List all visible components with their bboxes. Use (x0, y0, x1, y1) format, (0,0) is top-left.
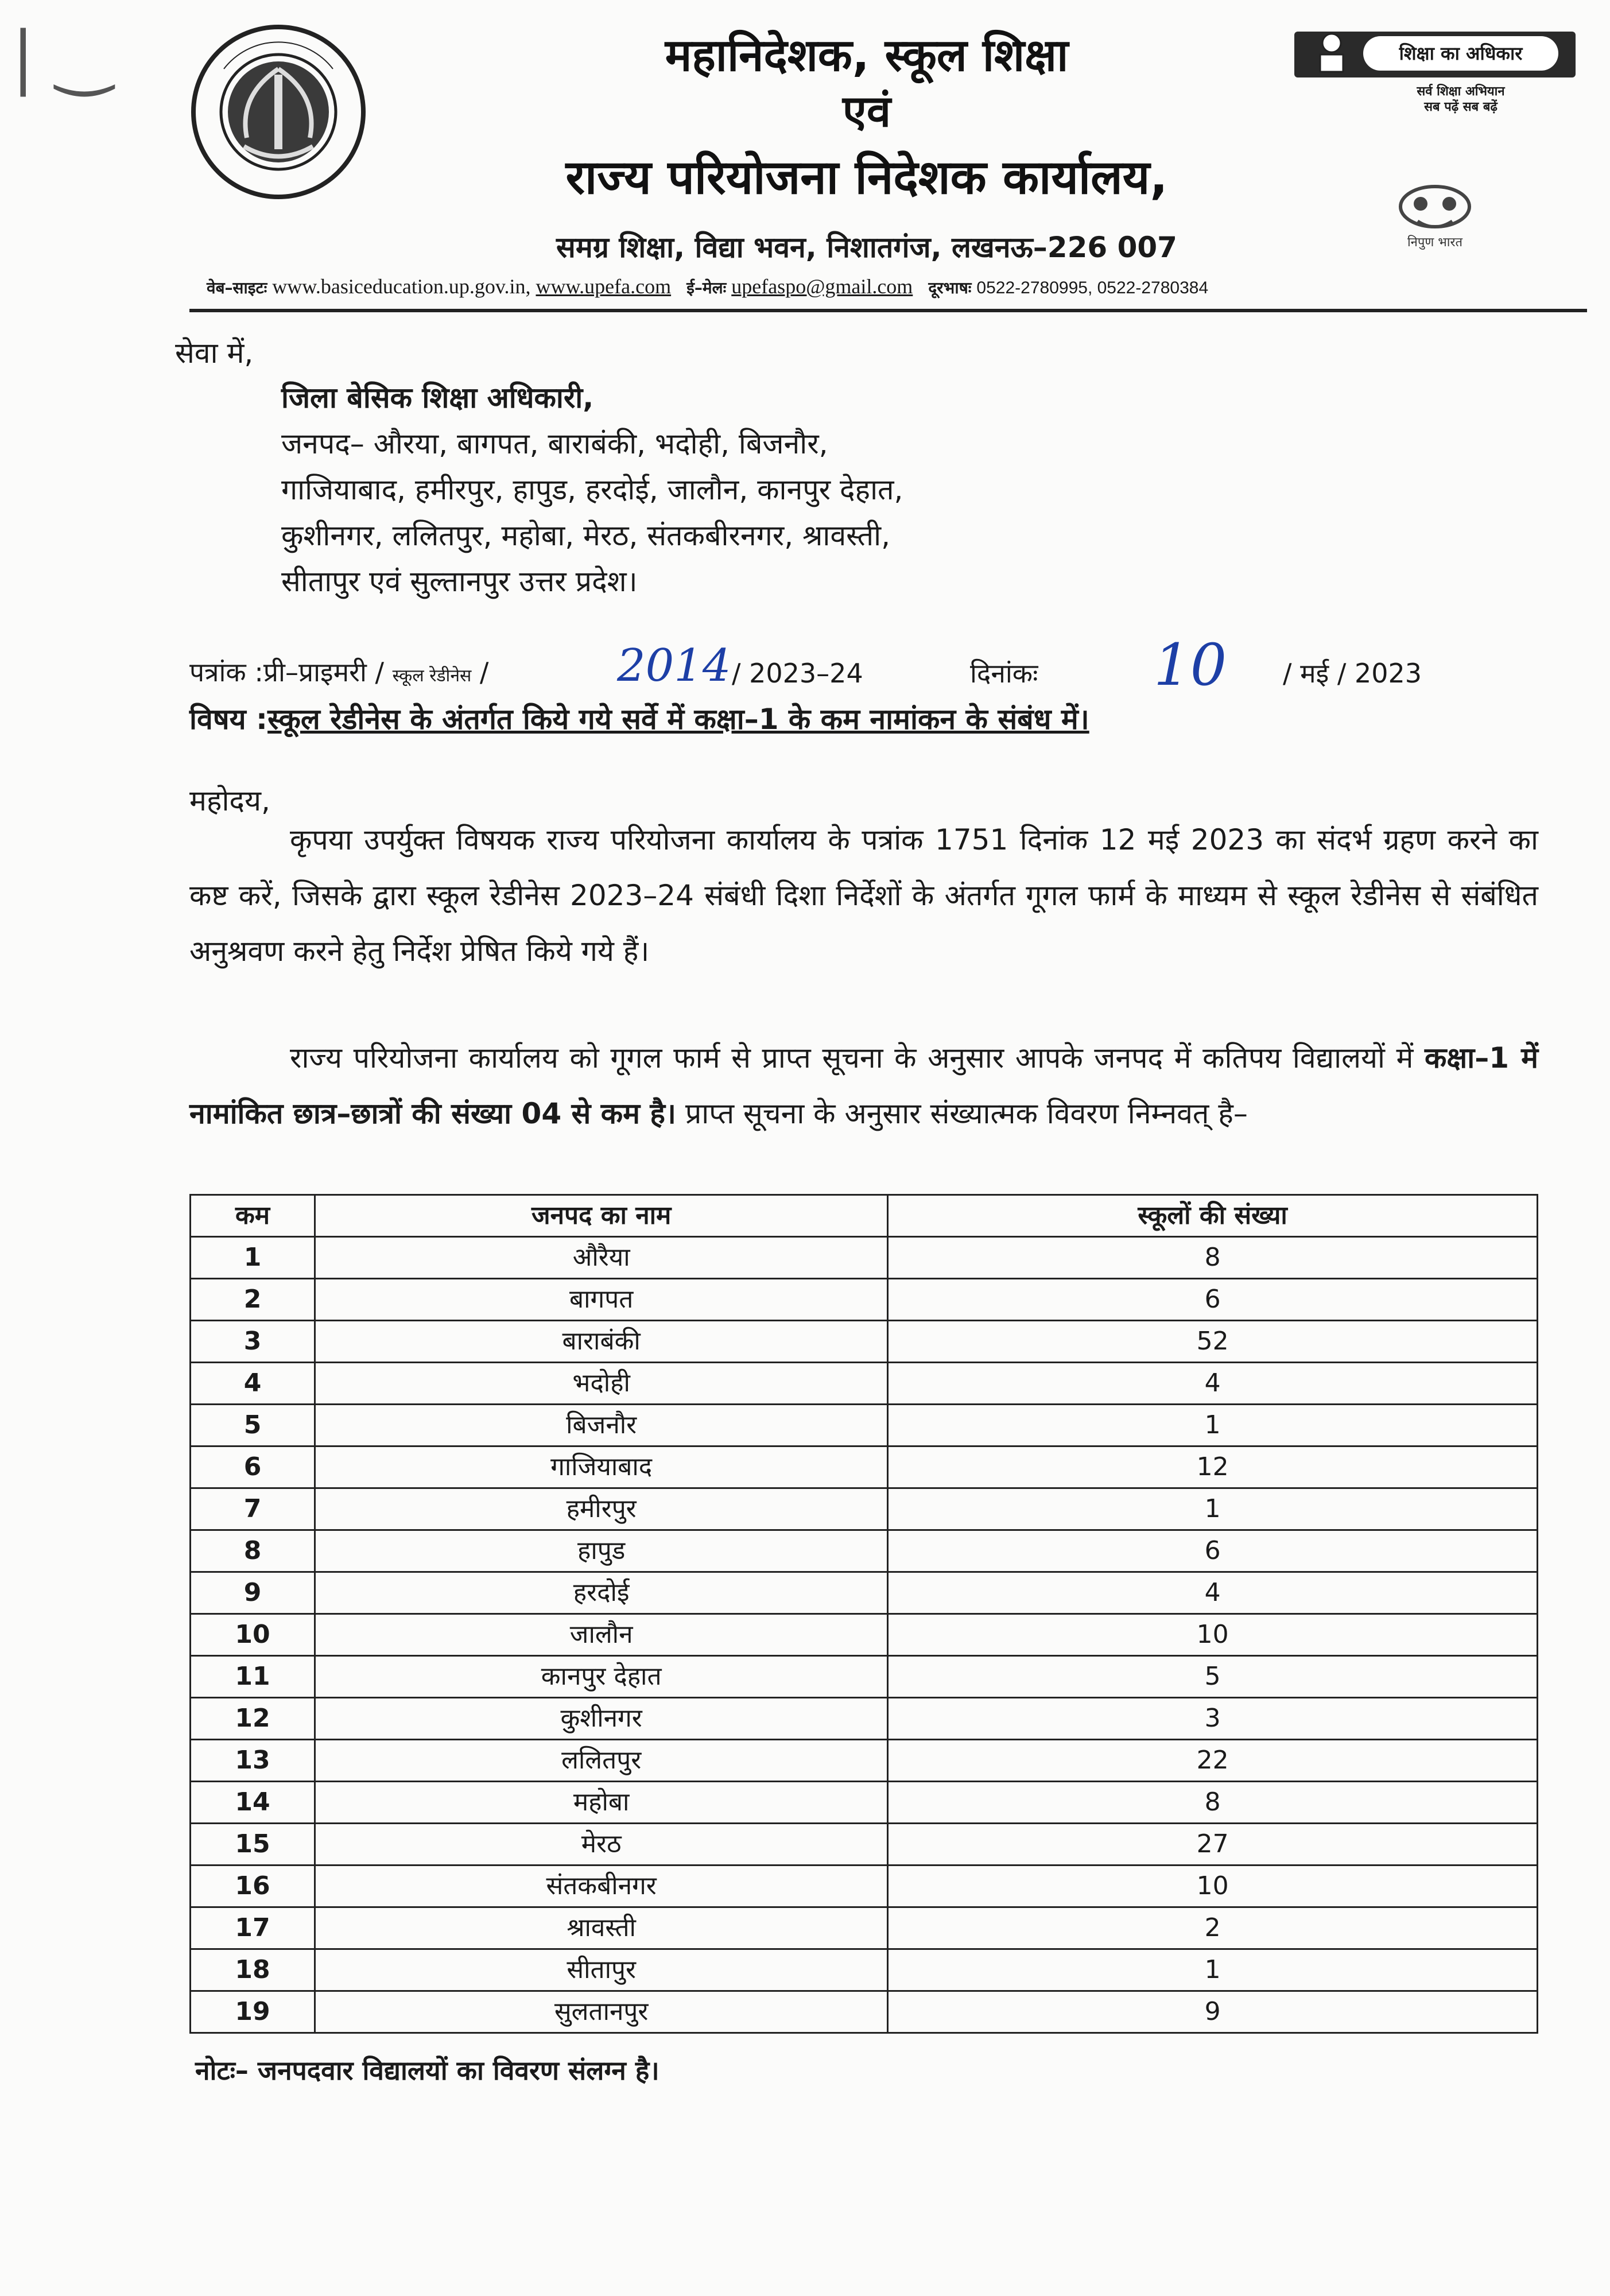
cell-school-count: 1 (888, 1488, 1538, 1530)
district-schools-table (189, 1194, 1538, 2034)
cell-district: बिजनौर (315, 1405, 888, 1446)
reference-prefix (189, 657, 489, 688)
cell-district: श्रावस्ती (315, 1907, 888, 1949)
cell-school-count: 4 (888, 1363, 1538, 1405)
cell-district: महोबा (315, 1782, 888, 1824)
cell-school-count: 5 (888, 1656, 1538, 1698)
table-header-row (191, 1195, 1538, 1237)
recipient-line-3: कुशीनगर, ललितपुर, महोबा, मेरठ, संतकबीरनगर, श्रावस्ती, (281, 519, 890, 552)
cell-district: बाराबंकी (315, 1321, 888, 1363)
nipun-bharat-logo (1372, 178, 1498, 253)
body-paragraph-2-bold: कक्षा–1 में नामांकित छात्र–छात्रों की संख्या 04 से कम है। (189, 1041, 1538, 1130)
cell-district: हमीरपुर (315, 1488, 888, 1530)
reference-small-text: स्कूल रेडीनेस (392, 666, 472, 686)
recipient-line-1: जनपद– औरया, बागपत, बाराबंकी, भदोही, बिजनौर, (281, 427, 828, 460)
cell-district: कानपुर देहात (315, 1656, 888, 1698)
cell-serial: 19 (191, 1991, 315, 2033)
table-row (191, 1949, 1538, 1991)
cell-serial: 6 (191, 1446, 315, 1488)
header-divider (189, 309, 1587, 312)
table-row (191, 1572, 1538, 1614)
cell-school-count: 10 (888, 1614, 1538, 1656)
cell-serial: 1 (191, 1237, 315, 1279)
phone-numbers: 0522-2780995, 0522-2780384 (976, 278, 1209, 297)
cell-school-count: 1 (888, 1405, 1538, 1446)
table-row (191, 1740, 1538, 1782)
table-row (191, 1907, 1538, 1949)
header-serial: कम (191, 1195, 315, 1237)
handwritten-day: 10 (1154, 631, 1227, 699)
cell-serial: 4 (191, 1363, 315, 1405)
body-paragraph-1: कृपया उपर्युक्त विषयक राज्य परियोजना कार्यालय के पत्रांक 1751 दिनांक 12 मई 2023 का संदर्भ ग्रहण करने का कष्ट करें, जिसके द्वारा स्कूल रेडीनेस 2023–24 संबंधी दिशा निर्देशों के अंतर्गत गूगल फार्म के माध्यम से स्कूल रेडीनेस से संबंधित अनुश्रवण करने हेतु निर्देश प्रेषित किये गये हैं। (189, 823, 1538, 968)
table-row (191, 1656, 1538, 1698)
cell-serial: 3 (191, 1321, 315, 1363)
cell-school-count: 6 (888, 1530, 1538, 1572)
website-label: वेब–साइटः (207, 278, 267, 297)
cell-district: बागपत (315, 1279, 888, 1321)
subject-text: स्कूल रेडीनेस के अंतर्गत किये गये सर्वे में कक्षा–1 के कम नामांकन के संबंध में। (267, 703, 1089, 736)
cell-school-count: 12 (888, 1446, 1538, 1488)
cell-serial: 16 (191, 1865, 315, 1907)
reference-year: / 2023–24 (732, 658, 863, 689)
salutation: महोदय, (189, 784, 270, 817)
cell-school-count: 10 (888, 1865, 1538, 1907)
cell-serial: 8 (191, 1530, 315, 1572)
cell-school-count: 4 (888, 1572, 1538, 1614)
email-label: ई–मेलः (686, 278, 727, 297)
cell-district: कुशीनगर (315, 1698, 888, 1740)
table-row (191, 1363, 1538, 1405)
cell-school-count: 9 (888, 1991, 1538, 2033)
cell-district: जालौन (315, 1614, 888, 1656)
cell-serial: 15 (191, 1824, 315, 1865)
child-reading-icon (1303, 26, 1360, 83)
cell-school-count: 1 (888, 1949, 1538, 1991)
cell-serial: 13 (191, 1740, 315, 1782)
table-row (191, 1991, 1538, 2033)
reference-prefix-text: पत्रांक :प्री–प्राइमरी / (189, 657, 385, 688)
cell-school-count: 8 (888, 1237, 1538, 1279)
cell-school-count: 6 (888, 1279, 1538, 1321)
website-1[interactable]: www.basiceducation.up.gov.in, (272, 275, 531, 298)
header-school-count: स्कूलों की संख्या (888, 1195, 1538, 1237)
cell-school-count: 2 (888, 1907, 1538, 1949)
cell-school-count: 22 (888, 1740, 1538, 1782)
table-row (191, 1698, 1538, 1740)
table-row (191, 1321, 1538, 1363)
table-row (191, 1405, 1538, 1446)
rte-badge (1294, 20, 1576, 112)
cell-district: औरैया (315, 1237, 888, 1279)
cell-district: मेरठ (315, 1824, 888, 1865)
subject-label: विषय : (189, 703, 268, 736)
table-row (191, 1446, 1538, 1488)
table-row (191, 1824, 1538, 1865)
rte-badge-title: शिक्षा का अधिकार (1363, 36, 1558, 71)
table-row (191, 1237, 1538, 1279)
seva-me: सेवा में, (175, 336, 254, 370)
cell-school-count: 3 (888, 1698, 1538, 1740)
cell-serial: 11 (191, 1656, 315, 1698)
body-paragraph-2-start: राज्य परियोजना कार्यालय को गूगल फार्म से प्राप्त सूचना के अनुसार आपके जनपद में कतिपय विद्यालयों में (290, 1041, 1425, 1075)
cell-district: गाजियाबाद (315, 1446, 888, 1488)
body-paragraph-2-end: प्राप्त सूचना के अनुसार संख्यात्मक विवरण निम्नवत् है– (676, 1097, 1248, 1130)
up-govt-seal-icon (189, 23, 367, 201)
footnote: नोटः– जनपदवार विद्यालयों का विवरण संलग्न है। (195, 2055, 659, 2086)
recipient-line-2: गाजियाबाद, हमीरपुर, हापुड, हरदोई, जालौन, कानपुर देहात, (281, 473, 903, 506)
reference-slash: / (479, 657, 489, 688)
header-address: समग्र शिक्षा, विद्या भवन, निशातगंज, लखनऊ–226 007 (556, 231, 1177, 264)
cell-school-count: 8 (888, 1782, 1538, 1824)
nipun-bharat-caption: निपुण भारत (1407, 235, 1462, 250)
body-paragraph-2 (189, 1030, 1538, 1142)
cell-serial: 14 (191, 1782, 315, 1824)
table-body (191, 1237, 1538, 2033)
rte-badge-subtitle-2: सब पढ़ें सब बढ़ें (1424, 100, 1498, 114)
cell-district: ललितपुर (315, 1740, 888, 1782)
cell-district: हरदोई (315, 1572, 888, 1614)
cell-district: हापुड (315, 1530, 888, 1572)
phone-label: दूरभाषः (928, 278, 972, 297)
cell-school-count: 52 (888, 1321, 1538, 1363)
header-title-and: एवं (842, 86, 891, 137)
cell-district: भदोही (315, 1363, 888, 1405)
header-title-director-general: महानिदेशक, स्कूल शिक्षा (665, 30, 1069, 82)
cell-serial: 5 (191, 1405, 315, 1446)
cell-serial: 7 (191, 1488, 315, 1530)
cell-district: सुलतानपुर (315, 1991, 888, 2033)
recipient-line-4: सीतापुर एवं सुल्तानपुर उत्तर प्रदेश। (281, 565, 638, 598)
table-row (191, 1614, 1538, 1656)
date-month-year: / मई / 2023 (1283, 658, 1422, 689)
margin-pen-marks: | ‿ (11, 17, 112, 97)
header-district: जनपद का नाम (315, 1195, 888, 1237)
cell-serial: 17 (191, 1907, 315, 1949)
rte-badge-subtitle-1: सर्व शिक्षा अभियान (1417, 84, 1505, 99)
cell-serial: 2 (191, 1279, 315, 1321)
table-row (191, 1279, 1538, 1321)
cell-serial: 12 (191, 1698, 315, 1740)
cell-serial: 18 (191, 1949, 315, 1991)
cell-serial: 10 (191, 1614, 315, 1656)
subject-line (189, 705, 1089, 734)
table-row (191, 1865, 1538, 1907)
table-row (191, 1488, 1538, 1530)
header-contact-line (207, 274, 1208, 298)
handwritten-letter-number: 2014 (617, 640, 731, 692)
website-2[interactable]: www.upefa.com (536, 275, 672, 298)
table-row (191, 1782, 1538, 1824)
header-title-office: राज्य परियोजना निदेशक कार्यालय, (565, 150, 1168, 205)
table-row (191, 1530, 1538, 1572)
cell-district: सीतापुर (315, 1949, 888, 1991)
recipient-title: जिला बेसिक शिक्षा अधिकारी, (281, 381, 594, 414)
nipun-bharat-icon (1395, 178, 1475, 232)
email-link[interactable]: upefaspo@gmail.com (731, 275, 913, 298)
cell-district: संतकबीनगर (315, 1865, 888, 1907)
cell-school-count: 27 (888, 1824, 1538, 1865)
cell-serial: 9 (191, 1572, 315, 1614)
date-label: दिनांकः (970, 658, 1038, 689)
